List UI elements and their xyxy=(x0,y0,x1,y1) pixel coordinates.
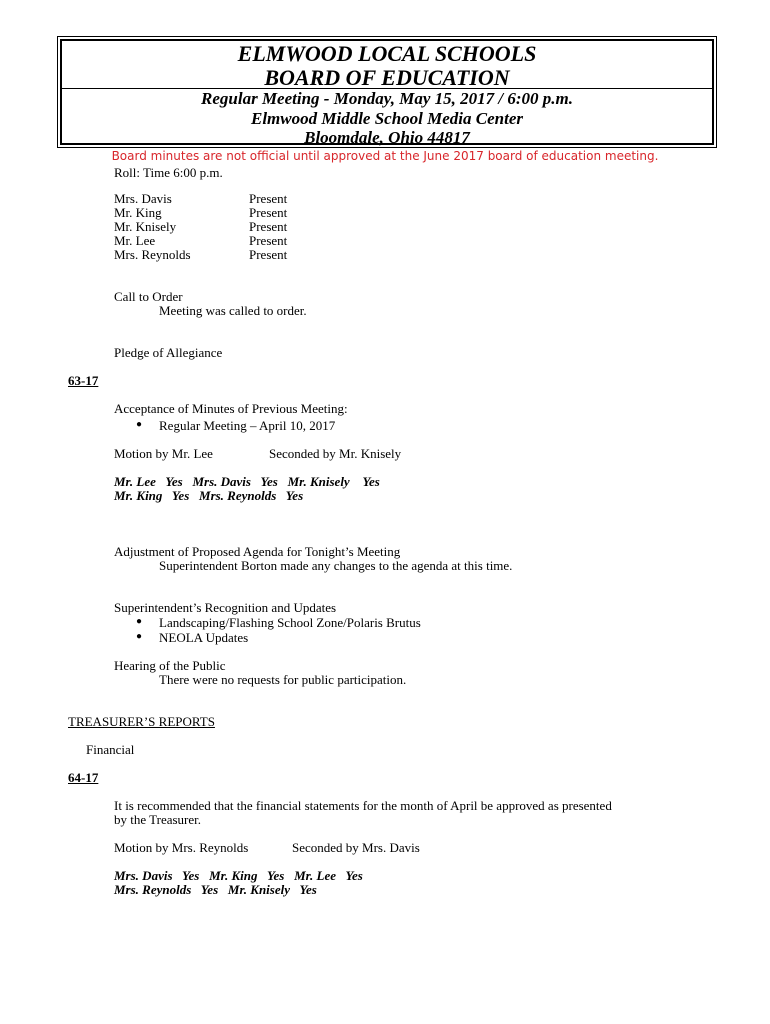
financial-subheading: Financial xyxy=(86,742,135,757)
agenda-adjustment-heading: Adjustment of Proposed Agenda for Tonight’s Meeting xyxy=(114,544,401,559)
roll-member-name: Mrs. Davis xyxy=(114,191,172,206)
header-title-board: BOARD OF EDUCATION xyxy=(264,65,510,90)
roll-member-status: Present xyxy=(249,205,288,220)
roll-member-status: Present xyxy=(249,247,288,262)
superintendent-heading: Superintendent’s Recognition and Updates xyxy=(114,600,337,615)
bullet-icon: ● xyxy=(136,616,143,627)
roll-member-status: Present xyxy=(249,219,288,234)
roll-member-name: Mr. Knisely xyxy=(114,219,177,234)
pledge-heading: Pledge of Allegiance xyxy=(114,345,223,360)
header-title-district: ELMWOOD LOCAL SCHOOLS xyxy=(237,41,537,66)
unofficial-notice: Board minutes are not official until approved at the June 2017 board of education meeting. xyxy=(111,149,659,163)
superintendent-item: Landscaping/Flashing School Zone/Polaris Brutus xyxy=(159,615,421,630)
seconded-by: Seconded by Mrs. Davis xyxy=(292,840,420,855)
motion-number: 64-17 xyxy=(68,770,99,785)
motion-by: Motion by Mrs. Reynolds xyxy=(114,840,249,855)
roll-member-name: Mr. Lee xyxy=(114,233,156,248)
header-meeting-date: Regular Meeting - Monday, May 15, 2017 / 6:00 p.m. xyxy=(201,89,573,108)
agenda-adjustment-text: Superintendent Borton made any changes to the agenda at this time. xyxy=(159,558,513,573)
minutes-bullet-item: Regular Meeting – April 10, 2017 xyxy=(159,418,336,433)
roll-member-name: Mrs. Reynolds xyxy=(114,247,191,262)
roll-member-status: Present xyxy=(249,191,288,206)
hearing-text: There were no requests for public participation. xyxy=(159,672,407,687)
motion-number: 63-17 xyxy=(68,373,99,388)
recommendation-text: It is recommended that the financial statements for the month of April be approved as presented xyxy=(114,798,612,813)
motion-by: Motion by Mr. Lee xyxy=(114,446,213,461)
recommendation-text: by the Treasurer. xyxy=(114,812,202,827)
vote-line: Mr. Lee Yes Mrs. Davis Yes Mr. Knisely Yes xyxy=(114,474,380,489)
seconded-by: Seconded by Mr. Knisely xyxy=(269,446,402,461)
bullet-icon: ● xyxy=(136,419,143,430)
hearing-heading: Hearing of the Public xyxy=(114,658,226,673)
roll-member-name: Mr. King xyxy=(114,205,162,220)
vote-line: Mrs. Reynolds Yes Mr. Knisely Yes xyxy=(114,882,317,897)
superintendent-item: NEOLA Updates xyxy=(159,630,249,645)
header-city: Bloomdale, Ohio 44817 xyxy=(304,128,470,147)
call-to-order-heading: Call to Order xyxy=(114,289,183,304)
call-to-order-text: Meeting was called to order. xyxy=(159,303,307,318)
header-location: Elmwood Middle School Media Center xyxy=(250,109,524,128)
vote-line: Mr. King Yes Mrs. Reynolds Yes xyxy=(114,488,304,503)
bullet-icon: ● xyxy=(136,631,143,642)
roll-label: Roll: Time 6:00 p.m. xyxy=(114,165,223,180)
minutes-acceptance-heading: Acceptance of Minutes of Previous Meeting: xyxy=(114,401,348,416)
treasurer-reports-heading: TREASURER’S REPORTS xyxy=(68,714,215,729)
vote-line: Mrs. Davis Yes Mr. King Yes Mr. Lee Yes xyxy=(114,868,363,883)
roll-member-status: Present xyxy=(249,233,288,248)
